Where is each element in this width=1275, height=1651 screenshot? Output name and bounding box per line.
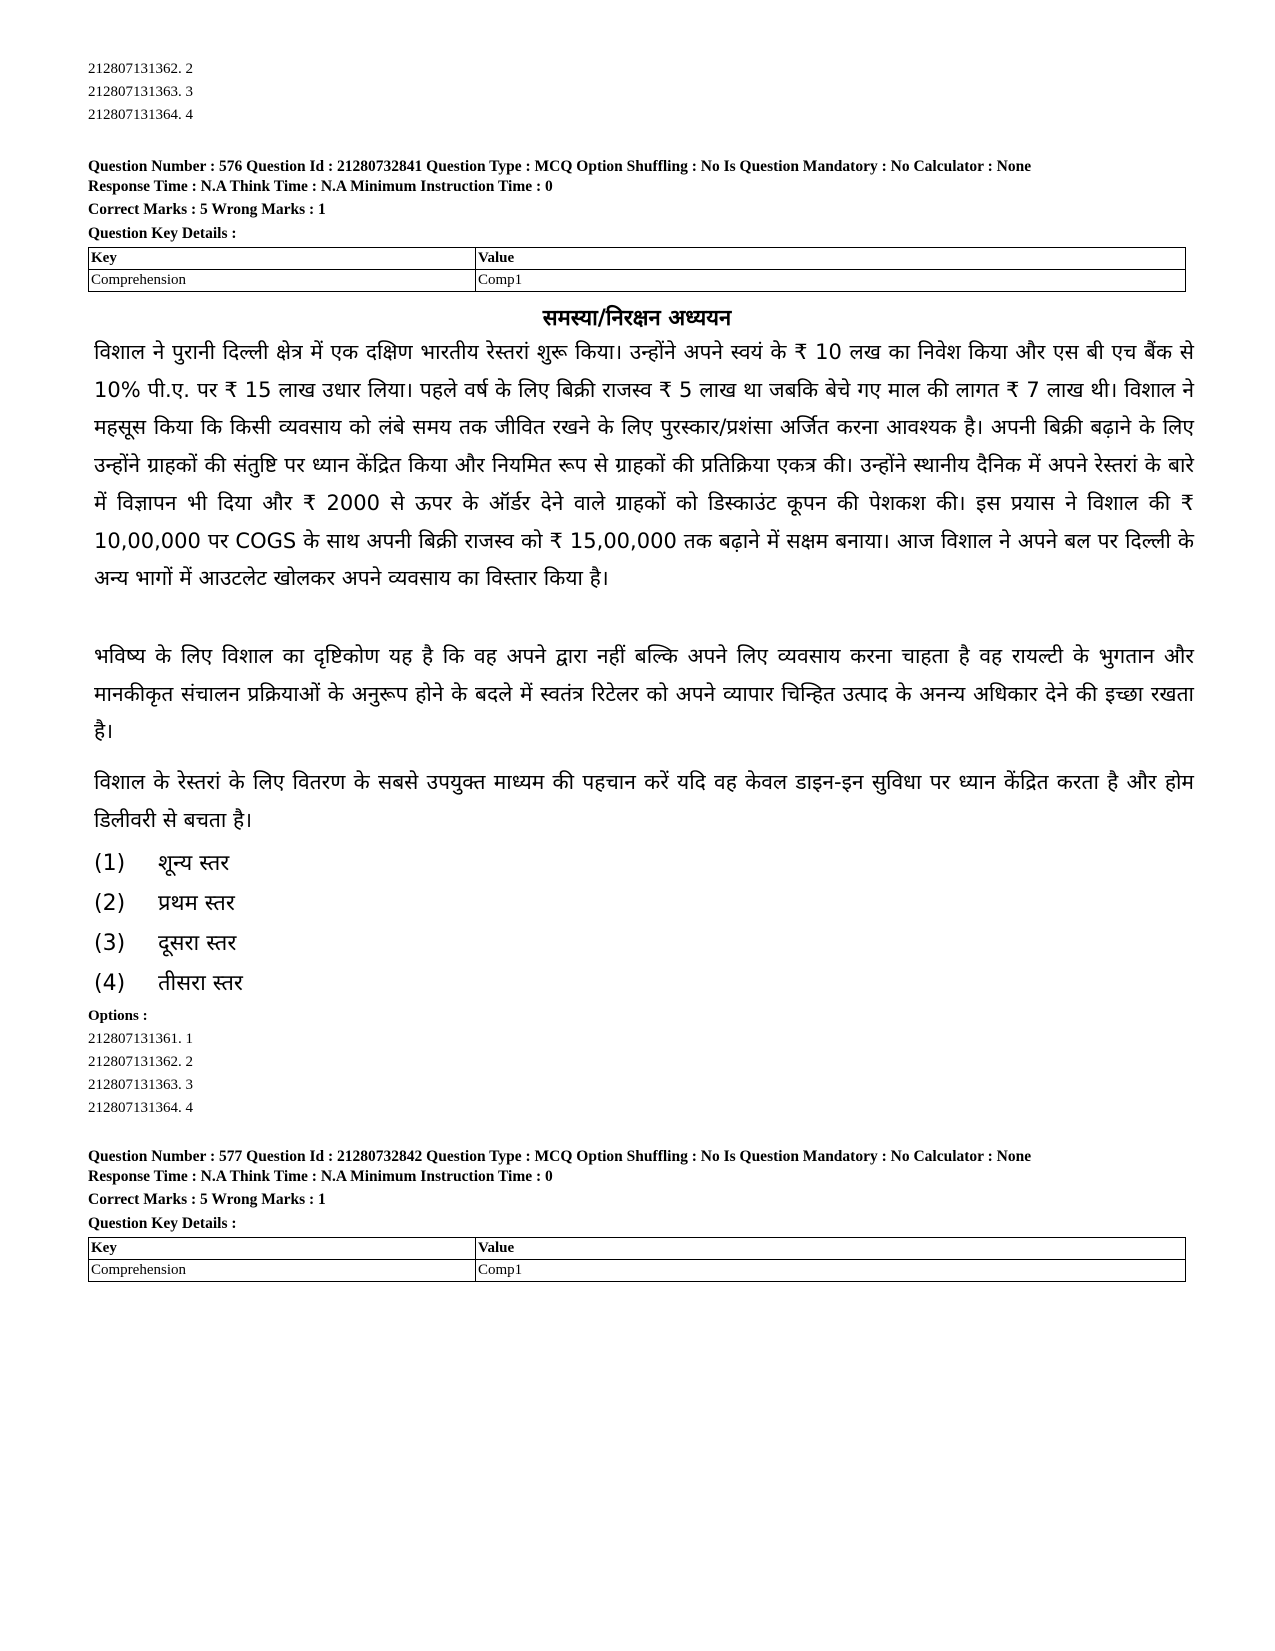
key-details-table (88, 1237, 1186, 1282)
option-line: 212807131362. 2 (88, 1054, 193, 1070)
choice-number: (1) (94, 851, 126, 876)
previous-options-list (88, 58, 193, 127)
option-line: 212807131364. 4 (88, 1100, 193, 1116)
key-details-label: Question Key Details : (88, 1214, 237, 1232)
choice-number: (4) (94, 971, 126, 996)
question-text: विशाल के रेस्तरां के लिए वितरण के सबसे उपयुक्त माध्यम की पहचान करें यदि वह केवल डाइन-इन सुविधा पर ध्यान केंद्रित करता है और होम डिलीवरी से बचता है। (94, 770, 1194, 832)
passage-paragraph-1: विशाल ने पुरानी दिल्ली क्षेत्र में एक दक्षिण भारतीय रेस्तरां शुरू किया। उन्होंने अपने स्वयं के ₹ 10 लख का निवेश किया और एस बी एच बैंक से 10% पी.ए. पर ₹ 15 लाख उधार लिया। पहले वर्ष के लिए बिक्री राजस्व ₹ 5 लाख था जबकि बेचे गए माल की लागत ₹ 7 लाख थी। विशाल ने महसूस किया कि किसी व्यवसाय को लंबे समय तक जीवित रखने के लिए पुरस्कार/प्रशंसा अर्जित करना आवश्यक है। अपनी बिक्री बढ़ाने के लिए उन्होंने ग्राहकों की संतुष्टि पर ध्यान केंद्रित किया और नियमित रूप से ग्राहकों की प्रतिक्रिया एकत्र की। उन्होंने स्थानीय दैनिक में अपने रेस्तरां के बारे में विज्ञापन भी दिया और ₹ 2000 से ऊपर के ऑर्डर देने वाले ग्राहकों को डिस्काउंट कूपन की पेशकश की। इस प्रयास ने विशाल की ₹ 10,00,000 पर COGS के साथ अपनी बिक्री राजस्व को ₹ 15,00,000 तक बढ़ाने में सक्षम बनाया। आज विशाल ने अपने बल पर दिल्ली के अन्य भागों में आउटलेट खोलकर अपने व्यवसाय का विस्तार किया है। (94, 340, 1194, 591)
option-line: 212807131363. 3 (88, 1077, 193, 1093)
options-list (88, 1005, 193, 1120)
question-577-header (88, 1147, 1188, 1282)
answer-choice-1 (94, 847, 229, 877)
choice-text: प्रथम स्तर (158, 891, 235, 916)
choice-text: शून्य स्तर (158, 851, 230, 876)
table-header-key: Key (89, 248, 476, 270)
options-label: Options : (88, 1008, 148, 1024)
table-cell-key: Comprehension (89, 1260, 476, 1282)
question-marks-line: Correct Marks : 5 Wrong Marks : 1 (88, 201, 326, 218)
choice-text: तीसरा स्तर (158, 971, 243, 996)
choice-number: (3) (94, 931, 126, 956)
comprehension-passage (94, 302, 1194, 996)
option-line: 212807131362. 2 (88, 61, 193, 77)
table-header-key: Key (89, 1238, 476, 1260)
choice-number: (2) (94, 891, 126, 916)
question-timing-line: Response Time : N.A Think Time : N.A Minimum Instruction Time : 0 (88, 177, 553, 195)
passage-title: समस्या/निरक्षन अध्ययन (542, 306, 732, 331)
table-header-value: Value (476, 1238, 1186, 1260)
table-cell-value: Comp1 (476, 1260, 1186, 1282)
option-line: 212807131364. 4 (88, 107, 193, 123)
table-header-value: Value (476, 248, 1186, 270)
question-meta-line: Question Number : 577 Question Id : 21280732842 Question Type : MCQ Option Shuffling : No Is Question Mandatory : No Calculator : None (88, 1148, 1032, 1165)
question-timing-line: Response Time : N.A Think Time : N.A Minimum Instruction Time : 0 (88, 1167, 553, 1185)
table-cell-value: Comp1 (476, 270, 1186, 292)
option-line: 212807131363. 3 (88, 84, 193, 100)
key-details-table (88, 247, 1186, 292)
answer-choice-4 (94, 967, 243, 997)
table-header-row (89, 248, 1186, 270)
table-row (89, 270, 1186, 292)
answer-choice-3 (94, 927, 236, 957)
question-576-header (88, 157, 1188, 292)
table-cell-key: Comprehension (89, 270, 476, 292)
passage-paragraph-2: भविष्य के लिए विशाल का दृष्टिकोण यह है कि वह अपने द्वारा नहीं बल्कि अपने लिए व्यवसाय करना चाहता है वह रायल्टी के भुगतान और मानकीकृत संचालन प्रक्रियाओं के अनुरूप होने के बदले में स्वतंत्र रिटेलर को अपने व्यापार चिन्हित उत्पाद के अनन्य अधिकार देने की इच्छा रखता है। (94, 644, 1194, 744)
key-details-label: Question Key Details : (88, 224, 237, 242)
choice-text: दूसरा स्तर (158, 931, 237, 956)
table-header-row (89, 1238, 1186, 1260)
question-meta-line: Question Number : 576 Question Id : 21280732841 Question Type : MCQ Option Shuffling : No Is Question Mandatory : No Calculator : None (88, 158, 1032, 175)
table-row (89, 1260, 1186, 1282)
answer-choice-2 (94, 887, 235, 917)
option-line: 212807131361. 1 (88, 1031, 193, 1047)
question-marks-line: Correct Marks : 5 Wrong Marks : 1 (88, 1191, 326, 1208)
